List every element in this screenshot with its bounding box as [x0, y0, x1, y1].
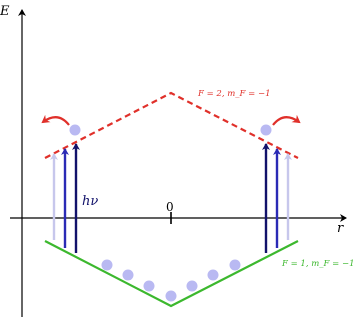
atom	[166, 291, 177, 302]
upper-state-potential	[45, 93, 298, 158]
escape-arrow-left	[43, 117, 69, 125]
escaping-atom-left	[70, 125, 81, 136]
atom	[123, 270, 134, 281]
atom	[102, 260, 113, 271]
origin-label: 0	[166, 200, 174, 214]
atom	[187, 281, 198, 292]
photon-label: hν	[82, 194, 99, 209]
lower-state-label: F = 1, m_F = −1	[282, 259, 355, 269]
escaping-atom-right	[261, 125, 272, 136]
upper-state-label: F = 2, m_F = −1	[198, 89, 271, 99]
escape-arrow-right	[273, 117, 299, 125]
atom	[230, 260, 241, 271]
position-axis-label: r	[337, 221, 344, 236]
energy-axis-label: E	[0, 4, 10, 19]
atom	[144, 281, 155, 292]
atom	[208, 270, 219, 281]
